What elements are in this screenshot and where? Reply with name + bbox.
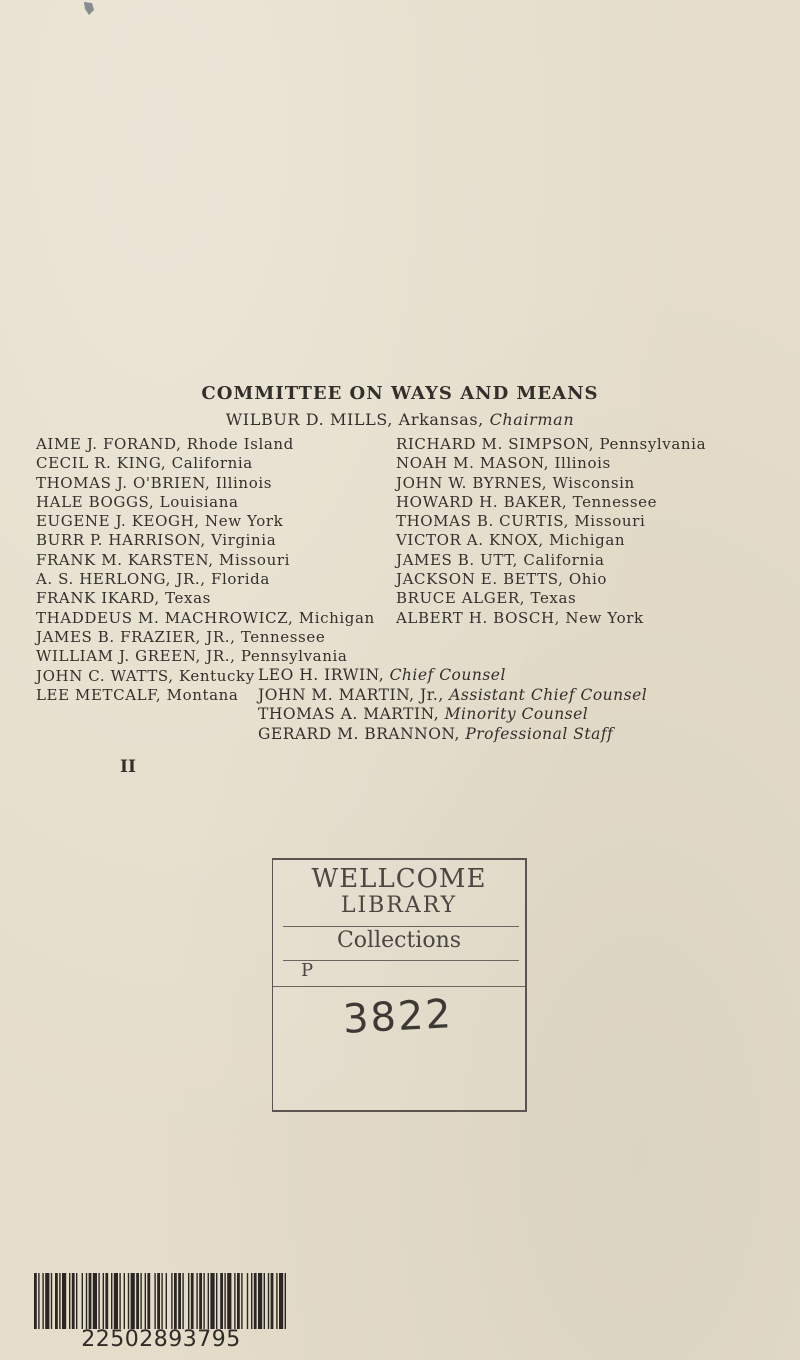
barcode-bar <box>42 1273 43 1329</box>
barcode-bar <box>285 1273 286 1329</box>
barcode-bar <box>182 1273 183 1329</box>
barcode-bar <box>247 1273 248 1329</box>
member-entry: HALE BOGGS, Louisiana <box>36 492 239 511</box>
barcode-bar <box>86 1273 87 1329</box>
barcode-bar <box>34 1273 37 1329</box>
barcode-bar <box>279 1273 283 1329</box>
staff-name: LEO H. IRWIN, <box>258 666 385 684</box>
barcode-bar <box>119 1273 120 1329</box>
barcode-bar <box>82 1273 83 1329</box>
barcode-bar <box>271 1273 274 1329</box>
member-entry: THOMAS B. CURTIS, Missouri <box>396 512 646 531</box>
staff-entry <box>258 666 647 686</box>
barcode-bar <box>76 1273 77 1329</box>
barcode <box>34 1273 288 1329</box>
staff-list <box>258 666 647 744</box>
ink-mark-icon <box>82 0 96 16</box>
barcode-bar <box>254 1273 257 1329</box>
barcode-bar <box>114 1273 118 1329</box>
barcode-bar <box>241 1273 242 1329</box>
stamp-divider <box>283 960 519 961</box>
barcode-bar <box>103 1273 104 1329</box>
staff-entry <box>258 686 647 706</box>
barcode-bar <box>136 1273 139 1329</box>
barcode-bar <box>62 1273 66 1329</box>
barcode-bar <box>237 1273 240 1329</box>
barcode-bar <box>258 1273 262 1329</box>
member-entry: THOMAS J. O'BRIEN, Illinois <box>36 473 273 492</box>
barcode-bar <box>69 1273 70 1329</box>
stamp-line-wellcome: WELLCOME <box>311 864 487 894</box>
barcode-bar <box>216 1273 217 1329</box>
barcode-bar <box>210 1273 214 1329</box>
member-entry: RICHARD M. SIMPSON, Pennsylvania <box>396 435 707 453</box>
page-number: II <box>120 757 136 777</box>
stamp-line-library: LIBRARY <box>340 893 458 918</box>
member-entry: CECIL R. KING, California <box>36 454 253 473</box>
barcode-bar <box>131 1273 135 1329</box>
member-entry: JOHN C. WATTS, Kentucky <box>36 666 255 685</box>
barcode-bar <box>199 1273 202 1329</box>
barcode-bar <box>224 1273 225 1329</box>
barcode-bar <box>111 1273 112 1329</box>
staff-entry <box>258 725 647 745</box>
member-entry: JAMES B. FRAZIER, JR., Tennessee <box>36 627 326 646</box>
member-entry: BRUCE ALGER, Texas <box>396 589 577 608</box>
barcode-bar <box>124 1273 125 1329</box>
staff-role: Chief Counsel <box>389 666 506 684</box>
barcode-bar <box>105 1273 108 1329</box>
stamp-line-collections: Collections <box>336 928 462 953</box>
barcode-bar <box>98 1273 99 1329</box>
barcode-bar <box>251 1273 252 1329</box>
barcode-bar <box>147 1273 150 1329</box>
member-entry: A. S. HERLONG, JR., Florida <box>36 570 270 589</box>
barcode-bar <box>140 1273 141 1329</box>
barcode-bar <box>59 1273 60 1329</box>
member-entry: FRANK IKARD, Texas <box>36 589 211 608</box>
barcode-bar <box>145 1273 146 1329</box>
barcode-bar <box>45 1273 49 1329</box>
member-entry: EUGENE J. KEOGH, New York <box>36 512 284 531</box>
member-entry: WILLIAM J. GREEN, JR., Pennsylvania <box>36 647 348 666</box>
member-entry: VICTOR A. KNOX, Michigan <box>396 531 626 550</box>
library-stamp <box>272 858 527 1112</box>
member-entry: ALBERT H. BOSCH, New York <box>396 608 644 627</box>
barcode-bar <box>227 1273 231 1329</box>
member-entry: JAMES B. UTT, California <box>396 550 605 569</box>
barcode-number: 22502893795 <box>81 1327 241 1352</box>
barcode-bar <box>161 1273 162 1329</box>
staff-entry <box>258 705 647 725</box>
chairman-line <box>0 410 800 429</box>
barcode-bar <box>220 1273 223 1329</box>
staff-role: Professional Staff <box>465 724 614 743</box>
chairman-name: WILBUR D. MILLS, Arkansas, <box>225 410 484 429</box>
member-entry: AIME J. FORAND, Rhode Island <box>36 435 294 453</box>
member-entry: JOHN W. BYRNES, Wisconsin <box>396 473 635 492</box>
barcode-bar <box>157 1273 160 1329</box>
stamp-handwritten-number: 3822 <box>341 991 454 1043</box>
barcode-bar <box>268 1273 269 1329</box>
barcode-bar <box>72 1273 75 1329</box>
barcode-bar <box>264 1273 265 1329</box>
members-right-column <box>396 435 706 628</box>
members-left-column <box>36 435 375 705</box>
barcode-bar <box>128 1273 129 1329</box>
member-entry: LEE METCALF, Montana <box>36 685 239 704</box>
barcode-bar <box>234 1273 235 1329</box>
barcode-bar <box>178 1273 181 1329</box>
member-entry: THADDEUS M. MACHROWICZ, Michigan <box>36 608 375 627</box>
member-entry: FRANK M. KARSTEN, Missouri <box>36 550 290 569</box>
barcode-bar <box>154 1273 155 1329</box>
barcode-bar <box>51 1273 52 1329</box>
member-entry: BURR P. HARRISON, Virginia <box>36 531 277 550</box>
staff-name: THOMAS A. MARTIN, <box>258 705 440 723</box>
stamp-divider <box>273 986 525 987</box>
barcode-bar <box>196 1273 197 1329</box>
stamp-divider <box>283 926 519 927</box>
staff-role: Assistant Chief Counsel <box>449 685 648 704</box>
barcode-bar <box>38 1273 39 1329</box>
stamp-line-shelfmark: P <box>301 960 314 981</box>
barcode-bar <box>174 1273 177 1329</box>
member-entry: HOWARD H. BAKER, Tennessee <box>396 492 658 511</box>
barcode-bar <box>55 1273 58 1329</box>
barcode-bar <box>208 1273 209 1329</box>
staff-name: GERARD M. BRANNON, <box>258 724 460 743</box>
barcode-bar <box>89 1273 92 1329</box>
chairman-role: Chairman <box>489 410 575 429</box>
barcode-bar <box>276 1273 277 1329</box>
barcode-bar <box>203 1273 204 1329</box>
barcode-bar <box>188 1273 189 1329</box>
staff-name: JOHN M. MARTIN, Jr., <box>258 685 444 704</box>
barcode-bar <box>191 1273 194 1329</box>
member-entry: JACKSON E. BETTS, Ohio <box>396 570 608 589</box>
barcode-bar <box>93 1273 97 1329</box>
member-entry: NOAH M. MASON, Illinois <box>396 454 611 473</box>
barcode-bar <box>171 1273 172 1329</box>
staff-role: Minority Counsel <box>444 705 589 723</box>
barcode-bar <box>166 1273 167 1329</box>
committee-heading: COMMITTEE ON WAYS AND MEANS <box>201 383 599 404</box>
